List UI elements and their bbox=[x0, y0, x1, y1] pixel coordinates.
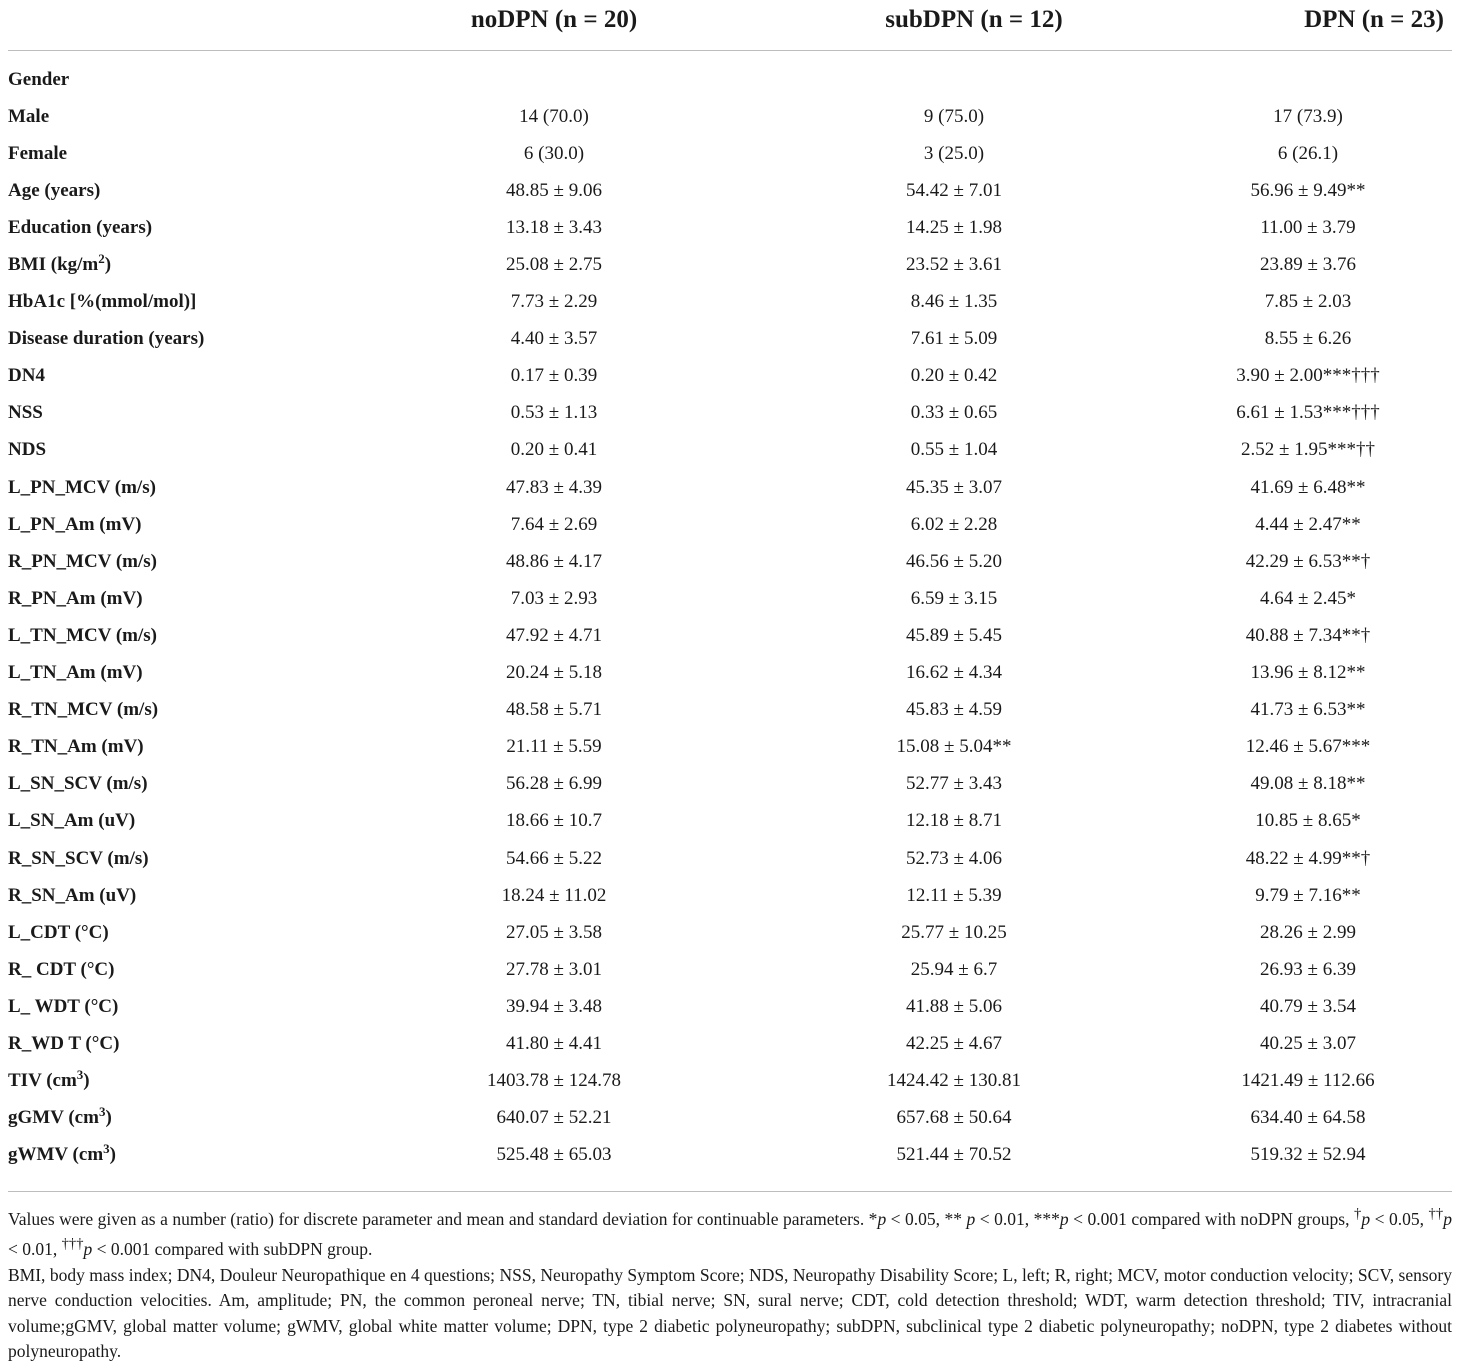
subdpn-value bbox=[744, 61, 1164, 98]
nodpn-value: 640.07 ± 52.21 bbox=[496, 1107, 612, 1129]
table-row bbox=[8, 655, 1452, 692]
row-label: NSS bbox=[8, 402, 43, 424]
row-label: R_TN_Am (mV) bbox=[8, 736, 144, 758]
nodpn-value: 27.05 ± 3.58 bbox=[506, 921, 602, 943]
dpn-value: 41.69 ± 6.48** bbox=[1250, 476, 1366, 498]
row-label: R_WD T (°C) bbox=[8, 1032, 120, 1054]
nodpn-value: 21.11 ± 5.59 bbox=[506, 736, 602, 758]
table-row bbox=[8, 543, 1452, 580]
table-row bbox=[8, 246, 1452, 283]
table-row bbox=[8, 506, 1452, 543]
row-label: Male bbox=[8, 105, 50, 127]
nodpn-value: 7.73 ± 2.29 bbox=[510, 291, 598, 313]
nodpn-value: 27.78 ± 3.01 bbox=[506, 958, 602, 980]
table-row bbox=[8, 284, 1452, 321]
header-row bbox=[8, 0, 1452, 40]
nodpn-value: 48.85 ± 9.06 bbox=[506, 179, 602, 201]
dpn-value: 2.52 ± 1.95***†† bbox=[1241, 439, 1375, 461]
table-footnote bbox=[8, 1202, 1452, 1365]
row-label: Gender bbox=[8, 68, 70, 90]
nodpn-value: 0.53 ± 1.13 bbox=[510, 402, 598, 424]
row-label: gGMV $(cm^3)$ bbox=[8, 1104, 112, 1129]
table-row bbox=[8, 988, 1452, 1025]
table-row bbox=[8, 951, 1452, 988]
subdpn-value: 657.68 ± 50.64 bbox=[896, 1107, 1012, 1129]
row-label: L_TN_MCV (m/s) bbox=[8, 624, 158, 646]
nodpn-value bbox=[364, 61, 744, 98]
nodpn-value: 4.40 ± 3.57 bbox=[510, 328, 598, 350]
table-row bbox=[8, 617, 1452, 654]
dpn-value: 12.46 ± 5.67*** bbox=[1245, 736, 1371, 758]
nodpn-value: 18.66 ± 10.7 bbox=[506, 810, 602, 832]
subdpn-value: 45.89 ± 5.45 bbox=[906, 624, 1002, 646]
dpn-value: 48.22 ± 4.99**† bbox=[1245, 847, 1371, 869]
nodpn-value: 48.86 ± 4.17 bbox=[506, 550, 602, 572]
subdpn-value: 15.08 ± 5.04** bbox=[896, 736, 1012, 758]
row-label: R_PN_MCV (m/s) bbox=[8, 550, 157, 572]
row-label: L_SN_SCV (m/s) bbox=[8, 773, 148, 795]
nodpn-value: 0.17 ± 0.39 bbox=[510, 365, 598, 387]
subdpn-value: 41.88 ± 5.06 bbox=[906, 995, 1002, 1017]
row-label: Education (years) bbox=[8, 216, 153, 238]
nodpn-value: 7.03 ± 2.93 bbox=[510, 587, 598, 609]
table-row bbox=[8, 358, 1452, 395]
row-label: L_PN_MCV (m/s) bbox=[8, 476, 156, 498]
dpn-value: 4.64 ± 2.45* bbox=[1260, 587, 1356, 609]
header-rule bbox=[8, 40, 1452, 51]
nodpn-value: 20.24 ± 5.18 bbox=[506, 662, 602, 684]
table-row bbox=[8, 580, 1452, 617]
table-row bbox=[8, 877, 1452, 914]
table-row bbox=[8, 432, 1452, 469]
header-nodpn: noDPN (n = 20) bbox=[470, 6, 638, 33]
dpn-value: 4.44 ± 2.47** bbox=[1255, 513, 1361, 535]
row-label: NDS bbox=[8, 439, 47, 461]
table-row bbox=[8, 209, 1452, 246]
subdpn-value: 12.18 ± 8.71 bbox=[906, 810, 1002, 832]
table-row bbox=[8, 1063, 1452, 1100]
dpn-value bbox=[1164, 61, 1452, 98]
row-label: Female bbox=[8, 142, 68, 164]
row-label: R_TN_MCV (m/s) bbox=[8, 699, 159, 721]
subdpn-value: 0.33 ± 0.65 bbox=[910, 402, 998, 424]
subdpn-value: 14.25 ± 1.98 bbox=[906, 216, 1002, 238]
header-spacer bbox=[8, 51, 1452, 62]
table-row bbox=[8, 1100, 1452, 1137]
row-label: BMI $(kg/m^2)$ bbox=[8, 251, 112, 276]
table-body bbox=[8, 61, 1452, 1174]
row-label: HbA1c [%(mmol/mol)] bbox=[8, 291, 197, 313]
header-dpn: DPN (n = 23) bbox=[1304, 6, 1444, 33]
row-label: L_TN_Am (mV) bbox=[8, 662, 143, 684]
dpn-value: 40.79 ± 3.54 bbox=[1260, 995, 1356, 1017]
table-row bbox=[8, 135, 1452, 172]
nodpn-value: 14 (70.0) bbox=[519, 105, 589, 127]
subdpn-value: 52.73 ± 4.06 bbox=[906, 847, 1002, 869]
dpn-value: 49.08 ± 8.18** bbox=[1250, 773, 1366, 795]
subdpn-value: 3 (25.0) bbox=[923, 142, 985, 164]
nodpn-value: 56.28 ± 6.99 bbox=[506, 773, 602, 795]
footnote-significance: Values were given as a number (ratio) for discrete parameter and mean and standard deviation for continuable parameters. *p < 0.05, ** p < 0.01, ***p < 0.001 compared with noDPN groups, †p < 0.05, ††p < 0.01, †††p < 0.001 compared with subDPN group. bbox=[8, 1206, 1453, 1260]
subdpn-value: 9 (75.0) bbox=[923, 105, 985, 127]
nodpn-value: 47.83 ± 4.39 bbox=[506, 476, 602, 498]
table-row bbox=[8, 729, 1452, 766]
nodpn-value: 48.58 ± 5.71 bbox=[506, 699, 602, 721]
dpn-value: 40.25 ± 3.07 bbox=[1260, 1032, 1356, 1054]
subdpn-value: 25.94 ± 6.7 bbox=[910, 958, 998, 980]
dpn-value: 10.85 ± 8.65* bbox=[1255, 810, 1361, 832]
row-label: TIV $(cm^3)$ bbox=[8, 1067, 90, 1092]
nodpn-value: 47.92 ± 4.71 bbox=[506, 624, 602, 646]
dpn-value: 40.88 ± 7.34**† bbox=[1245, 624, 1371, 646]
dpn-value: 28.26 ± 2.99 bbox=[1260, 921, 1356, 943]
nodpn-value: 13.18 ± 3.43 bbox=[506, 216, 602, 238]
dpn-value: 41.73 ± 6.53** bbox=[1250, 699, 1366, 721]
table-row bbox=[8, 766, 1452, 803]
dpn-value: 634.40 ± 64.58 bbox=[1250, 1107, 1366, 1129]
dpn-value: 17 (73.9) bbox=[1273, 105, 1343, 127]
dpn-value: 13.96 ± 8.12** bbox=[1250, 662, 1366, 684]
dpn-value: 6.61 ± 1.53***††† bbox=[1236, 402, 1380, 424]
dpn-value: 6 (26.1) bbox=[1277, 142, 1339, 164]
subdpn-value: 45.35 ± 3.07 bbox=[906, 476, 1002, 498]
table-row bbox=[8, 692, 1452, 729]
subdpn-value: 8.46 ± 1.35 bbox=[910, 291, 998, 313]
dpn-value: 42.29 ± 6.53**† bbox=[1245, 550, 1371, 572]
table-row bbox=[8, 395, 1452, 432]
subdpn-value: 52.77 ± 3.43 bbox=[906, 773, 1002, 795]
table-row bbox=[8, 61, 1452, 98]
subdpn-value: 1424.42 ± 130.81 bbox=[887, 1070, 1021, 1092]
nodpn-value: 1403.78 ± 124.78 bbox=[487, 1070, 621, 1092]
row-label: R_PN_Am (mV) bbox=[8, 587, 143, 609]
subdpn-value: 25.77 ± 10.25 bbox=[901, 921, 1007, 943]
dpn-value: 23.89 ± 3.76 bbox=[1260, 254, 1356, 276]
dpn-value: 56.96 ± 9.49** bbox=[1250, 179, 1366, 201]
subdpn-value: 42.25 ± 4.67 bbox=[906, 1032, 1002, 1054]
table-row bbox=[8, 1025, 1452, 1062]
dpn-value: 7.85 ± 2.03 bbox=[1264, 291, 1352, 313]
subdpn-value: 23.52 ± 3.61 bbox=[906, 254, 1002, 276]
table-row bbox=[8, 98, 1452, 135]
subdpn-value: 6.59 ± 3.15 bbox=[910, 587, 998, 609]
nodpn-value: 39.94 ± 3.48 bbox=[506, 995, 602, 1017]
table-row bbox=[8, 1137, 1452, 1174]
dpn-value: 1421.49 ± 112.66 bbox=[1241, 1070, 1375, 1092]
subdpn-value: 12.11 ± 5.39 bbox=[906, 884, 1002, 906]
table-row bbox=[8, 469, 1452, 506]
characteristics-table bbox=[8, 0, 1452, 1174]
nodpn-value: 25.08 ± 2.75 bbox=[506, 254, 602, 276]
subdpn-value: 45.83 ± 4.59 bbox=[906, 699, 1002, 721]
table-row bbox=[8, 803, 1452, 840]
nodpn-value: 525.48 ± 65.03 bbox=[496, 1144, 612, 1166]
table-row bbox=[8, 840, 1452, 877]
row-label: Age (years) bbox=[8, 179, 101, 201]
subdpn-value: 16.62 ± 4.34 bbox=[906, 662, 1002, 684]
table-row bbox=[8, 172, 1452, 209]
table-row bbox=[8, 914, 1452, 951]
row-label: L_ WDT (°C) bbox=[8, 995, 119, 1017]
subdpn-value: 54.42 ± 7.01 bbox=[906, 179, 1002, 201]
dpn-value: 8.55 ± 6.26 bbox=[1264, 328, 1352, 350]
table-row bbox=[8, 321, 1452, 358]
dpn-value: 26.93 ± 6.39 bbox=[1260, 958, 1356, 980]
footer-rule bbox=[8, 1191, 1452, 1192]
dpn-value: 3.90 ± 2.00***††† bbox=[1236, 365, 1380, 387]
nodpn-value: 18.24 ± 11.02 bbox=[501, 884, 607, 906]
nodpn-value: 6 (30.0) bbox=[523, 142, 585, 164]
row-label: L_PN_Am (mV) bbox=[8, 513, 142, 535]
row-label: DN4 bbox=[8, 365, 45, 387]
nodpn-value: 54.66 ± 5.22 bbox=[506, 847, 602, 869]
footnote-abbreviations: BMI, body mass index; DN4, Douleur Neuropathique en 4 questions; NSS, Neuropathy Symptom Score; NDS, Neuropathy Disability Score; L, left; R, right; MCV, motor conduction velocity; SCV, sensory nerve conduction velocities. Am, amplitude; PN, the common peroneal nerve; TN, tibial nerve; SN, sural nerve; CDT, cold detection threshold; WDT, warm detection threshold; TIV, intracranial volume;gGMV, global matter volume; gWMV, global white matter volume; DPN, type 2 diabetic polyneuropathy; subDPN, subclinical type 2 diabetic polyneuropathy; noDPN, type 2 diabetes without polyneuropathy. bbox=[8, 1264, 1452, 1362]
nodpn-value: 0.20 ± 0.41 bbox=[510, 439, 598, 461]
row-label: R_SN_SCV (m/s) bbox=[8, 847, 149, 869]
subdpn-value: 6.02 ± 2.28 bbox=[910, 513, 998, 535]
nodpn-value: 7.64 ± 2.69 bbox=[510, 513, 598, 535]
row-label: L_CDT (°C) bbox=[8, 921, 109, 943]
header-label bbox=[8, 0, 364, 40]
subdpn-value: 46.56 ± 5.20 bbox=[906, 550, 1002, 572]
nodpn-value: 41.80 ± 4.41 bbox=[506, 1032, 602, 1054]
dpn-value: 11.00 ± 3.79 bbox=[1260, 216, 1356, 238]
row-label: Disease duration (years) bbox=[8, 328, 205, 350]
header-subdpn: subDPN (n = 12) bbox=[885, 6, 1063, 33]
row-label: R_SN_Am (uV) bbox=[8, 884, 137, 906]
subdpn-value: 7.61 ± 5.09 bbox=[910, 328, 998, 350]
subdpn-value: 0.20 ± 0.42 bbox=[910, 365, 998, 387]
dpn-value: 519.32 ± 52.94 bbox=[1250, 1144, 1366, 1166]
dpn-value: 9.79 ± 7.16** bbox=[1255, 884, 1361, 906]
row-label: R_ CDT (°C) bbox=[8, 958, 115, 980]
subdpn-value: 0.55 ± 1.04 bbox=[910, 439, 998, 461]
subdpn-value: 521.44 ± 70.52 bbox=[896, 1144, 1012, 1166]
row-label: L_SN_Am (uV) bbox=[8, 810, 136, 832]
row-label: gWMV $(cm^3)$ bbox=[8, 1141, 116, 1166]
